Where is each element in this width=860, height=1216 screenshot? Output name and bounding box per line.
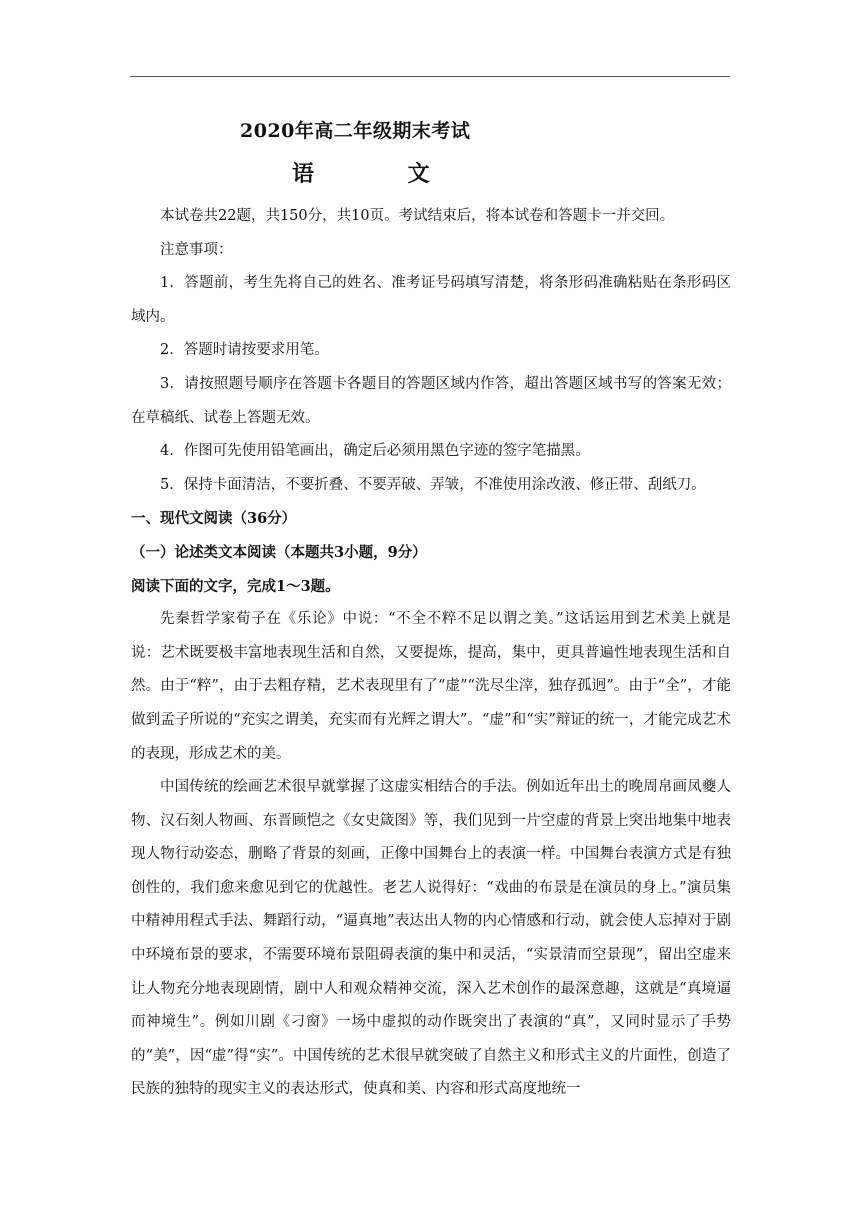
- note-item: 1．答题前，考生先将自己的姓名、准考证号码填写清楚，将条形码准确粘贴在条形码区域内。: [131, 275, 731, 325]
- note-item: 2．答题时请按要求用笔。: [160, 342, 329, 359]
- reading-instruction: 阅读下面的文字，完成1～3题。: [131, 577, 340, 595]
- exam-title: 2020年高二年级期末考试: [240, 120, 471, 142]
- note-item: 3．请按照题号顺序在答题卡各题目的答题区域内作答，超出答题区域书写的答案无效；在草稿纸、试卷上答题无效。: [131, 375, 731, 426]
- subsection-heading: （一）论述类文本阅读（本题共3小题，9分）: [131, 543, 427, 561]
- note-item: 5．保持卡面清洁，不要折叠、不要弄破、弄皱，不准使用涂改液、修正带、刮纸刀。: [160, 476, 706, 493]
- section-heading: 一、现代文阅读（36分）: [131, 510, 297, 528]
- passage-paragraph: 中国传统的绘画艺术很早就掌握了这虚实相结合的手法。例如近年出土的晚周帛画凤夔人物、汉石刻人物画、东晋顾恺之《女史箴图》等，我们见到一片空虚的背景上突出地集中地表现人物行动姿态，删略了背景的刻画，正像中国舞台上的表演一样。中国舞台表演方式是有独创性的，我们愈来愈见到它的优越性。老艺人说得好：“戏曲的布景是在演员的身上。”演员集中精神用程式手法、舞蹈行动，“逼真地”表达出人物的内心情感和行动，就会使人忘掉对于剧中环境布景的要求，不需要环境布景阻碍表演的集中和灵活，“实景清而空景现”，留出空虚来让人物充分地表现剧情，剧中人和观众精神交流，深入艺术创作的最深意趣，这就是“真境逼而神境生”。例如川剧《刁窗》一场中虚拟的动作既突出了表演的“真”，又同时显示了手势的“美”，因“虚”得“实”。中国传统的艺术很早就突破了自然主义和形式主义的片面性，创造了民族的独特的现实主义的表达形式，使真和美、内容和形式高度地统一: [131, 779, 731, 1098]
- exam-body: [131, 200, 731, 1107]
- passage-paragraph: 先秦哲学家荀子在《乐论》中说：“不全不粹不足以谓之美。”这话运用到艺术美上就是说：艺术既要极丰富地表现生活和自然，又要提炼，提高，集中，更具普遍性地表现生活和自然。由于“粹”，由于去粗存精，艺术表现里有了“虚”“洗尽尘滓，独存孤迥”。由于“全”，才能做到孟子所说的“充实之谓美，充实而有光辉之谓大”。“虚”和“实”辩证的统一，才能完成艺术的表现，形成艺术的美。: [131, 611, 731, 762]
- intro-text: 本试卷共22题，共150分，共10页。考试结束后，将本试卷和答题卡一并交回。: [160, 208, 675, 224]
- header-rule: [130, 76, 730, 77]
- subject-title: 语 文: [292, 161, 458, 187]
- note-item: 4．作图可先使用铅笔画出，确定后必须用黑色字迹的签字笔描黑。: [160, 443, 590, 460]
- notes-title: 注意事项：: [160, 241, 233, 258]
